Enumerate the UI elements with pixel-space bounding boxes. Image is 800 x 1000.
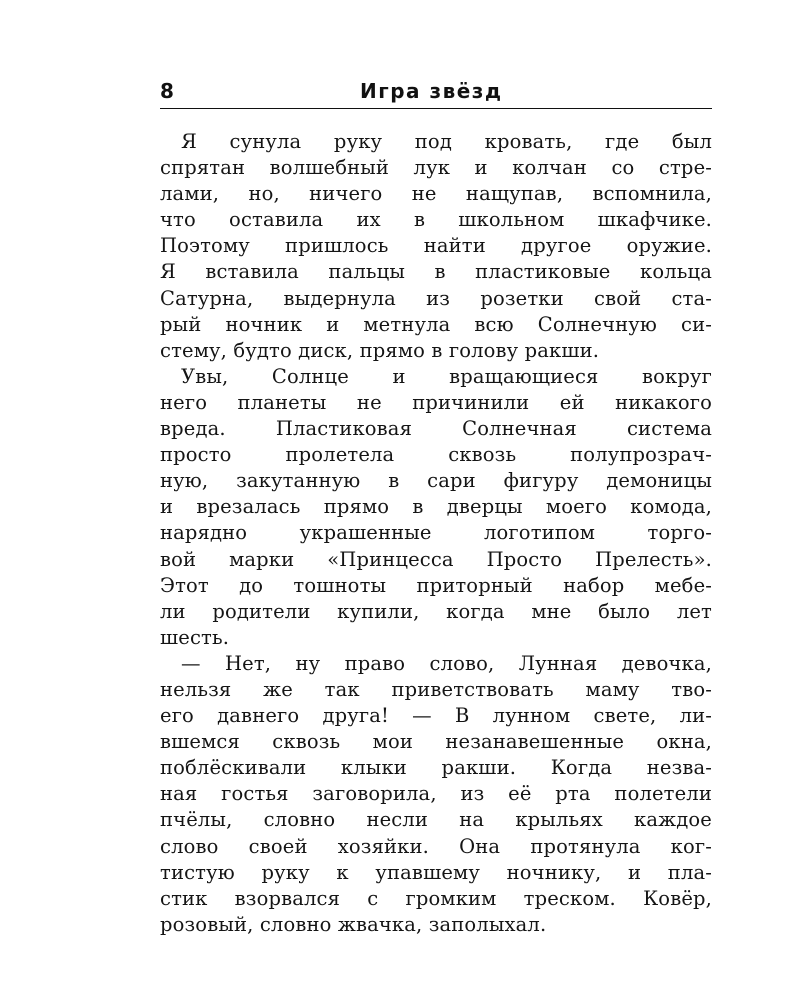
text-line: лами, но, ничего не нащупав, вспомнила, — [160, 182, 712, 206]
text-line: Поэтому пришлось найти другое оружие. — [160, 234, 712, 258]
text-line: его давнего друга! — В лунном свете, ли- — [160, 704, 712, 728]
body-text — [160, 129, 712, 938]
paragraph — [160, 129, 712, 364]
text-line: пчёлы, словно несли на крыльях каждое — [160, 808, 712, 832]
text-line: рый ночник и метнула всю Солнечную си- — [160, 312, 712, 336]
text-line: ная гостья заговорила, из её рта полетели — [160, 782, 712, 806]
paragraph — [160, 364, 712, 651]
text-line: что оставила их в школьном шкафчике. — [160, 208, 712, 232]
text-line: вой марки «Принцесса Просто Прелесть». — [160, 547, 712, 571]
text-line: стик взорвался с громким треском. Ковёр, — [160, 886, 712, 910]
text-line: тистую руку к упавшему ночнику, и пла- — [160, 860, 712, 884]
text-line: Сатурна, выдернула из розетки свой ста- — [160, 286, 712, 310]
running-head — [160, 76, 712, 106]
text-line: Этот до тошноты приторный набор мебе- — [160, 573, 712, 597]
text-line: ную, закутанную в сари фигуру демоницы — [160, 469, 712, 493]
text-line: стему, будто диск, прямо в голову ракши. — [160, 338, 600, 362]
page-number: 8 — [160, 79, 174, 103]
text-line: поблёскивали клыки ракши. Когда незва- — [160, 756, 712, 780]
text-line: Увы, Солнце и вращающиеся вокруг — [181, 364, 712, 388]
text-line: вшемся сквозь мои незанавешенные окна, — [160, 730, 712, 754]
text-line: вреда. Пластиковая Солнечная система — [160, 417, 712, 441]
header-rule — [160, 108, 712, 109]
text-line: Я сунула руку под кровать, где был — [181, 130, 712, 153]
paragraph — [160, 651, 712, 938]
text-line: и врезалась прямо в дверцы моего комода, — [160, 495, 712, 519]
book-title: Игра звёзд — [360, 79, 503, 103]
text-line: него планеты не причинили ей никакого — [160, 390, 712, 414]
text-line: розовый, словно жвачка, заполыхал. — [160, 912, 547, 936]
text-line: шесть. — [160, 625, 230, 649]
text-line: ли родители купили, когда мне было лет — [160, 599, 712, 623]
text-line: Я вставила пальцы в пластиковые кольца — [160, 260, 712, 284]
text-line: нарядно украшенные логотипом торго- — [160, 521, 712, 545]
text-line: спрятан волшебный лук и колчан со стре- — [160, 156, 712, 180]
text-line: просто пролетела сквозь полупрозрач- — [160, 443, 712, 467]
text-line: слово своей хозяйки. Она протянула ког- — [160, 834, 712, 858]
text-line: нельзя же так приветствовать маму тво- — [160, 677, 712, 701]
text-line: — Нет, ну право слово, Лунная девочка, — [181, 651, 712, 675]
